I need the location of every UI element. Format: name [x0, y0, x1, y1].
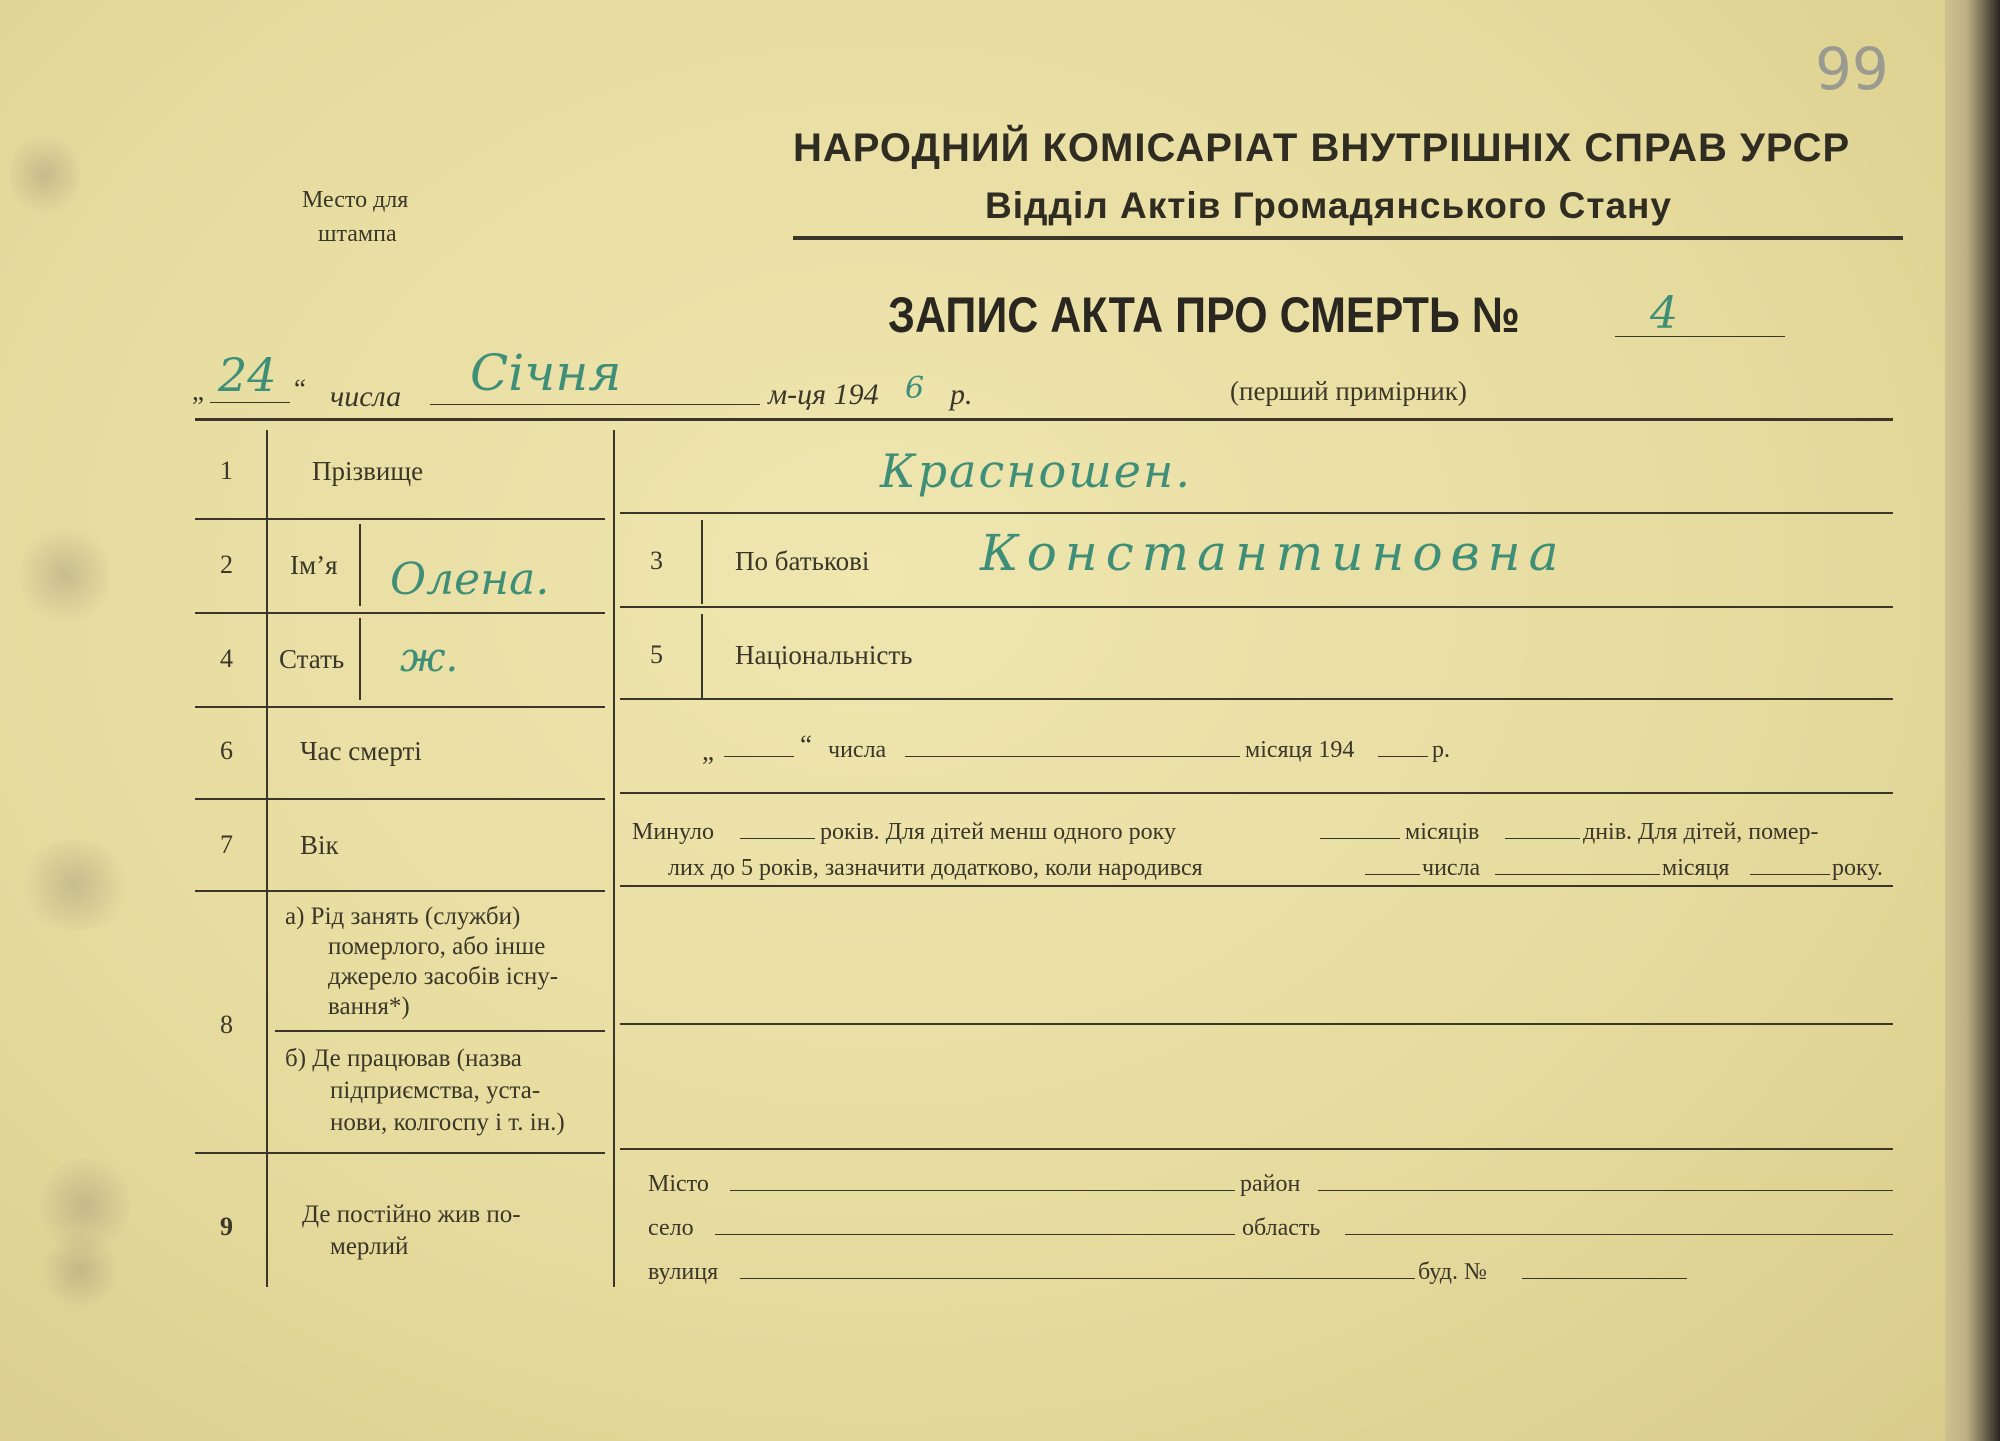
- region-label: область: [1242, 1215, 1321, 1241]
- sex-value: ж.: [400, 635, 459, 681]
- day-label: числа: [330, 380, 402, 413]
- birth-month-line: [1495, 874, 1660, 875]
- archive-number: 99: [1815, 35, 1889, 103]
- occupation-label: а) Рід занять (служби): [285, 903, 521, 930]
- city-label: Місто: [648, 1171, 709, 1197]
- document-title: ЗАПИС АКТА ПРО СМЕРТЬ №: [888, 287, 1520, 343]
- row-rule: [195, 890, 605, 892]
- age-line2: місяця: [1662, 855, 1730, 881]
- row-rule: [620, 606, 1893, 608]
- row-rule: [195, 1152, 605, 1154]
- record-month: Січня: [470, 344, 622, 402]
- death-year-line: [1378, 756, 1428, 757]
- occupation-label: джерело засобів існу-: [328, 963, 559, 990]
- first-name-value: Олена.: [390, 554, 550, 605]
- occupation-label: вання*): [328, 993, 410, 1020]
- occupation-label: померлого, або інше: [328, 933, 546, 960]
- row-number: 1: [220, 456, 233, 485]
- paper-stain: [10, 130, 80, 220]
- first-name-label: Ім’я: [290, 550, 338, 580]
- stamp-place-label: Место для: [302, 187, 409, 213]
- row-number: 6: [220, 736, 233, 765]
- building-line: [1522, 1278, 1687, 1279]
- age-label: Вік: [300, 830, 339, 860]
- quote-mark: „: [192, 376, 204, 406]
- district-label: район: [1240, 1171, 1301, 1197]
- city-line: [730, 1190, 1235, 1191]
- paper-stain: [40, 1230, 120, 1310]
- paper-edge: [1945, 0, 2000, 1441]
- cell-divider: [359, 524, 361, 606]
- year-suffix: р.: [950, 378, 973, 411]
- residence-label: мерлий: [330, 1233, 409, 1260]
- death-month-line: [905, 756, 1240, 757]
- death-day-label: числа: [828, 737, 887, 763]
- month-label: м-ця 194: [768, 378, 879, 411]
- row-number: 3: [650, 546, 663, 575]
- quote-mark: „: [702, 736, 714, 766]
- birth-day-line: [1365, 874, 1420, 875]
- paper-stain: [20, 520, 110, 630]
- patronymic-value: Константиновна: [980, 524, 1567, 582]
- age-line1: місяців: [1405, 819, 1480, 845]
- stamp-place-label: штампа: [318, 221, 397, 247]
- row-rule: [275, 1030, 605, 1032]
- ministry-title: НАРОДНИЙ КОМІСАРІАТ ВНУТРІШНІХ СПРАВ УРСР: [793, 126, 1851, 170]
- age-line1: Минуло: [632, 819, 714, 845]
- row-number: 9: [220, 1212, 233, 1241]
- header-divider: [793, 236, 1903, 240]
- paper-stain: [15, 840, 135, 930]
- surname-value: Красношен.: [880, 444, 1192, 498]
- quote-mark: “: [800, 730, 812, 760]
- street-label: вулиця: [648, 1259, 719, 1285]
- age-line2: року.: [1832, 855, 1883, 881]
- row-rule: [620, 792, 1893, 794]
- row-rule: [620, 885, 1893, 887]
- cell-divider: [701, 614, 703, 698]
- row-number: 8: [220, 1010, 233, 1039]
- nationality-label: Національність: [735, 640, 913, 670]
- day-line: [210, 402, 290, 403]
- row-number: 4: [220, 644, 233, 673]
- workplace-label: нови, колгоспу і т. ін.): [330, 1109, 565, 1136]
- row-rule: [195, 518, 605, 520]
- sex-label: Стать: [279, 644, 345, 674]
- row-number: 2: [220, 550, 233, 579]
- death-month-label: місяця 194: [1245, 737, 1355, 763]
- residence-label: Де постійно жив по-: [302, 1201, 521, 1228]
- record-year-digit: 6: [905, 371, 925, 406]
- building-label: буд. №: [1418, 1259, 1487, 1285]
- street-line: [740, 1278, 1415, 1279]
- age-line2: лих до 5 років, зазначити додатково, коли народився: [668, 855, 1203, 881]
- record-day: 24: [218, 348, 277, 402]
- patronymic-label: По батькові: [735, 546, 870, 576]
- table-top-border: [195, 418, 1893, 421]
- row-rule: [620, 1148, 1893, 1150]
- row-rule: [195, 798, 605, 800]
- workplace-label: підприємства, уста-: [330, 1077, 541, 1104]
- age-days-line: [1505, 838, 1580, 839]
- village-label: село: [648, 1215, 694, 1241]
- table-column-rule: [266, 430, 268, 1287]
- age-line2: числа: [1422, 855, 1481, 881]
- row-rule: [620, 698, 1893, 700]
- month-line: [430, 404, 760, 405]
- age-years-line: [740, 838, 815, 839]
- department-title: Відділ Актів Громадянського Стану: [985, 185, 1672, 226]
- surname-label: Прізвище: [312, 456, 424, 486]
- quote-mark: “: [294, 374, 306, 404]
- row-rule: [620, 512, 1893, 514]
- cell-divider: [701, 520, 703, 604]
- row-number: 5: [650, 640, 663, 669]
- age-line1: днів. Для дітей, помер-: [1583, 819, 1819, 845]
- death-day-line: [724, 756, 794, 757]
- region-line: [1345, 1234, 1893, 1235]
- table-column-rule: [613, 430, 615, 1287]
- age-months-line: [1320, 838, 1400, 839]
- record-number: 4: [1650, 288, 1678, 339]
- row-rule: [195, 612, 605, 614]
- record-number-line: [1615, 336, 1785, 337]
- time-of-death-label: Час смерті: [300, 736, 422, 766]
- village-line: [715, 1234, 1235, 1235]
- death-year-label: р.: [1432, 737, 1450, 763]
- workplace-label: б) Де працював (назва: [285, 1045, 522, 1072]
- cell-divider: [359, 618, 361, 700]
- row-number: 7: [220, 830, 233, 859]
- row-rule: [195, 706, 605, 708]
- birth-year-line: [1750, 874, 1830, 875]
- district-line: [1318, 1190, 1893, 1191]
- row-rule: [620, 1023, 1893, 1025]
- age-line1: років. Для дітей менш одного року: [820, 819, 1177, 845]
- copy-label: (перший примірник): [1230, 376, 1467, 406]
